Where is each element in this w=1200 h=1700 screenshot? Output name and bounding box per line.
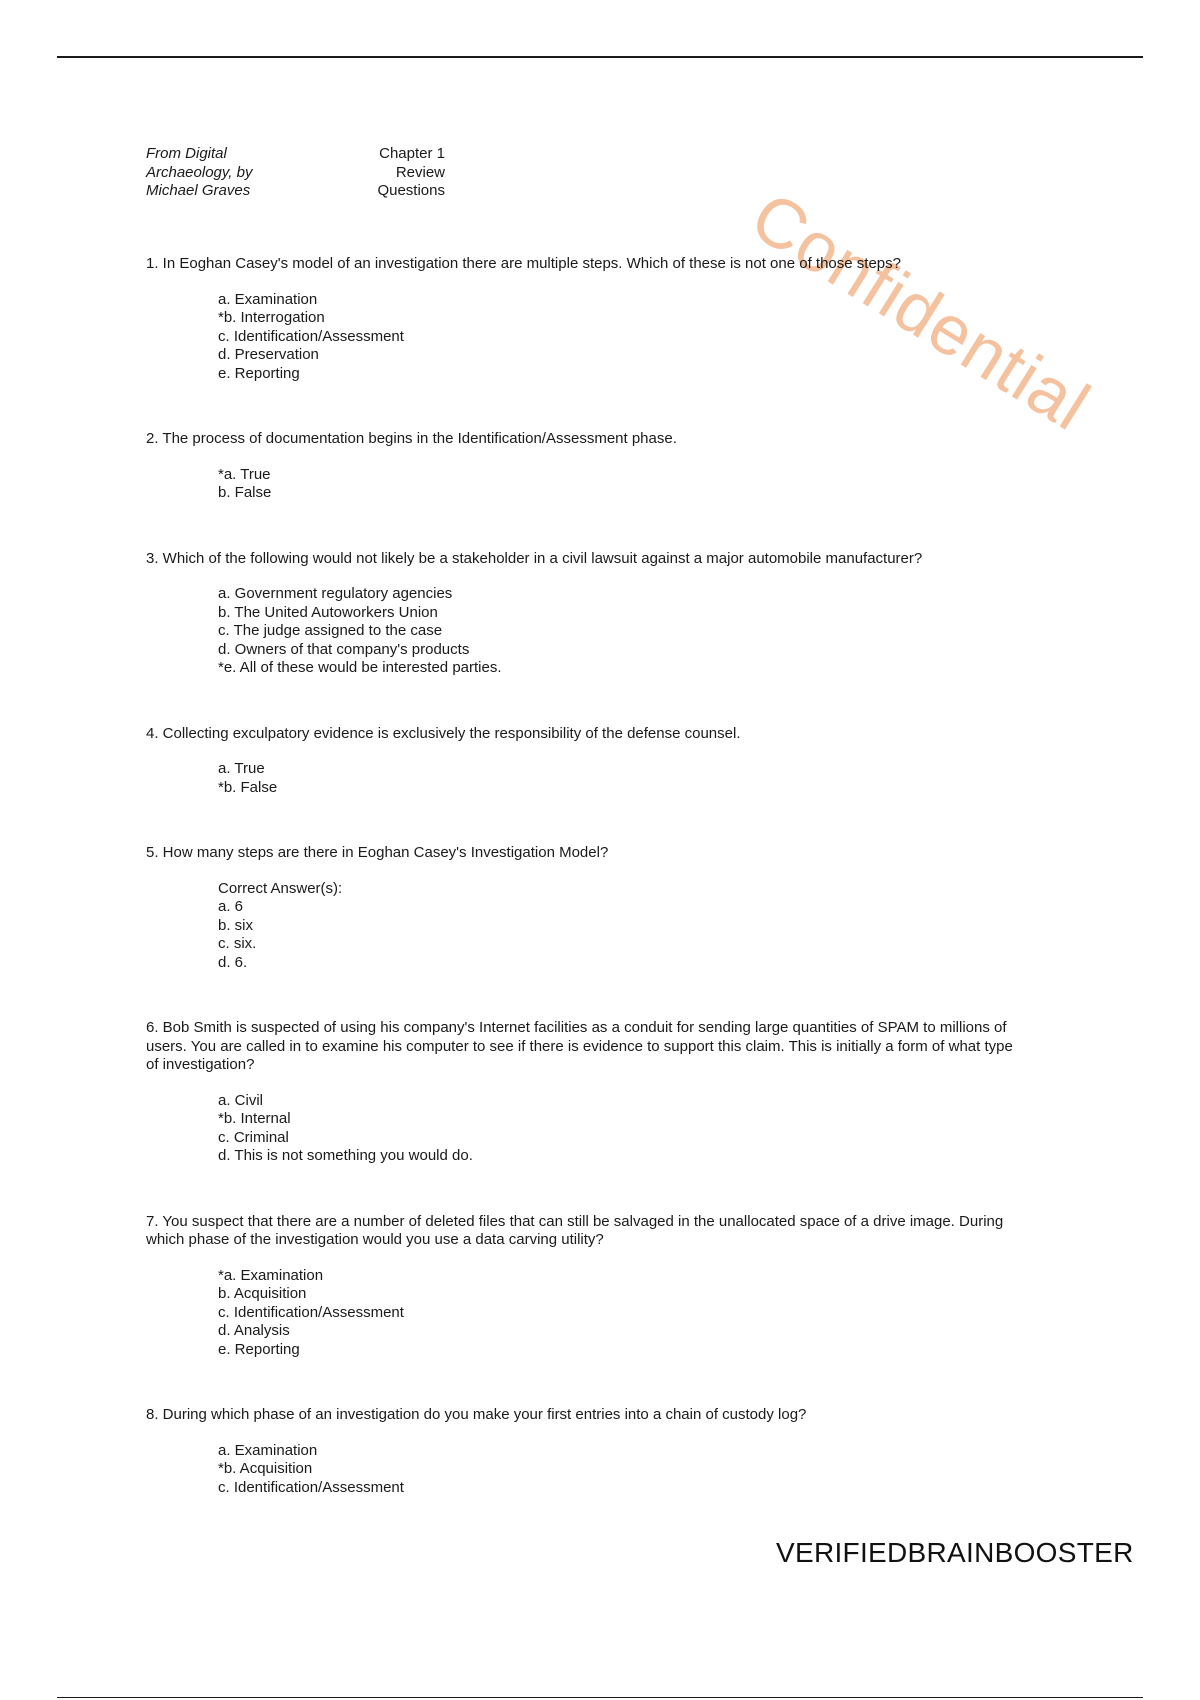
- answer-options: [218, 466, 1026, 503]
- answer-option: c. Identification/Assessment: [218, 327, 404, 345]
- answer-option: *e. All of these would be interested parties.: [218, 659, 502, 676]
- question-block: [146, 550, 1026, 678]
- correct-answers-label: Correct Answer(s):: [218, 879, 343, 897]
- answer-option: d. Owners of that company's products: [218, 640, 470, 658]
- answer-option: b. The United Autoworkers Union: [218, 603, 438, 621]
- answer-option: *a. Examination: [218, 1266, 324, 1284]
- question-text: 8. During which phase of an investigation do you make your first entries into a chain of custody log?: [146, 1406, 807, 1423]
- answer-option: c. Identification/Assessment: [218, 1478, 404, 1496]
- answer-option: *b. Interrogation: [218, 309, 325, 326]
- question-text: 7. You suspect that there are a number of deleted files that can still be salvaged in the unallocated space of a drive image. During which phase of the investigation would you use a data carving utility?: [146, 1212, 1004, 1248]
- answer-option: a. Examination: [218, 1441, 318, 1459]
- answer-option: a. Civil: [218, 1091, 264, 1109]
- answer-option: d. Preservation: [218, 346, 319, 363]
- question-block: [146, 1406, 1026, 1497]
- answer-option: a. True: [218, 760, 265, 777]
- question-block: [146, 1213, 1026, 1360]
- answer-option: b. Acquisition: [218, 1285, 307, 1302]
- answer-options: [218, 1267, 1026, 1360]
- answer-option: b. six: [218, 916, 254, 934]
- question-text: 3. Which of the following would not likely be a stakeholder in a civil lawsuit against a major automobile manufacturer?: [146, 549, 923, 567]
- answer-option: d. This is not something you would do.: [218, 1147, 473, 1164]
- top-rule: [57, 56, 1143, 58]
- question-text: 1. In Eoghan Casey's model of an investigation there are multiple steps. Which of these is not one of those steps?: [146, 255, 901, 272]
- answer-option: c. Identification/Assessment: [218, 1303, 404, 1321]
- question-block: [146, 255, 1026, 383]
- answer-option: b. False: [218, 484, 272, 501]
- answer-options: [218, 291, 1026, 384]
- chapter-heading: Chapter 1 Review Questions: [377, 145, 445, 199]
- answer-options: [218, 760, 1026, 797]
- answer-option: *b. False: [218, 778, 278, 796]
- answer-option: e. Reporting: [218, 364, 300, 382]
- source-citation: From Digital Archaeology, by Michael Graves: [146, 145, 253, 199]
- question-text: 2. The process of documentation begins in the Identification/Assessment phase.: [146, 430, 677, 447]
- question-text: 4. Collecting exculpatory evidence is exclusively the responsibility of the defense counsel.: [146, 724, 741, 742]
- answer-options: [218, 1442, 1026, 1498]
- answer-options: [218, 880, 1026, 973]
- answer-option: *a. True: [218, 465, 271, 483]
- question-block: [146, 1019, 1026, 1166]
- answer-option: a. Examination: [218, 290, 318, 308]
- confidential-watermark: Confidential: [738, 176, 1104, 446]
- question-block: [146, 844, 1026, 972]
- answer-options: [218, 1092, 1026, 1166]
- question-text: 5. How many steps are there in Eoghan Casey's Investigation Model?: [146, 844, 609, 861]
- answer-option: d. 6.: [218, 953, 248, 971]
- answer-option: d. Analysis: [218, 1322, 290, 1339]
- question-block: [146, 430, 1026, 503]
- answer-option: a. 6: [218, 898, 244, 915]
- question-block: [146, 725, 1026, 798]
- answer-option: a. Government regulatory agencies: [218, 585, 453, 602]
- answer-option: c. six.: [218, 935, 257, 952]
- answer-option: *b. Acquisition: [218, 1460, 313, 1477]
- answer-options: [218, 585, 1026, 678]
- question-list: [146, 255, 1026, 1544]
- bottom-rule: [57, 1697, 1143, 1698]
- answer-option: c. Criminal: [218, 1128, 289, 1146]
- answer-option: e. Reporting: [218, 1340, 300, 1358]
- footer-brand: VERIFIEDBRAINBOOSTER: [776, 1537, 1134, 1568]
- answer-option: c. The judge assigned to the case: [218, 622, 443, 639]
- question-text: 6. Bob Smith is suspected of using his company's Internet facilities as a conduit for sending large quantities of SPAM to millions of users. You are called in to examine his computer to see if there is evidence to support this claim. This is initially a form of what type of investigation?: [146, 1019, 1013, 1073]
- answer-option: *b. Internal: [218, 1110, 291, 1127]
